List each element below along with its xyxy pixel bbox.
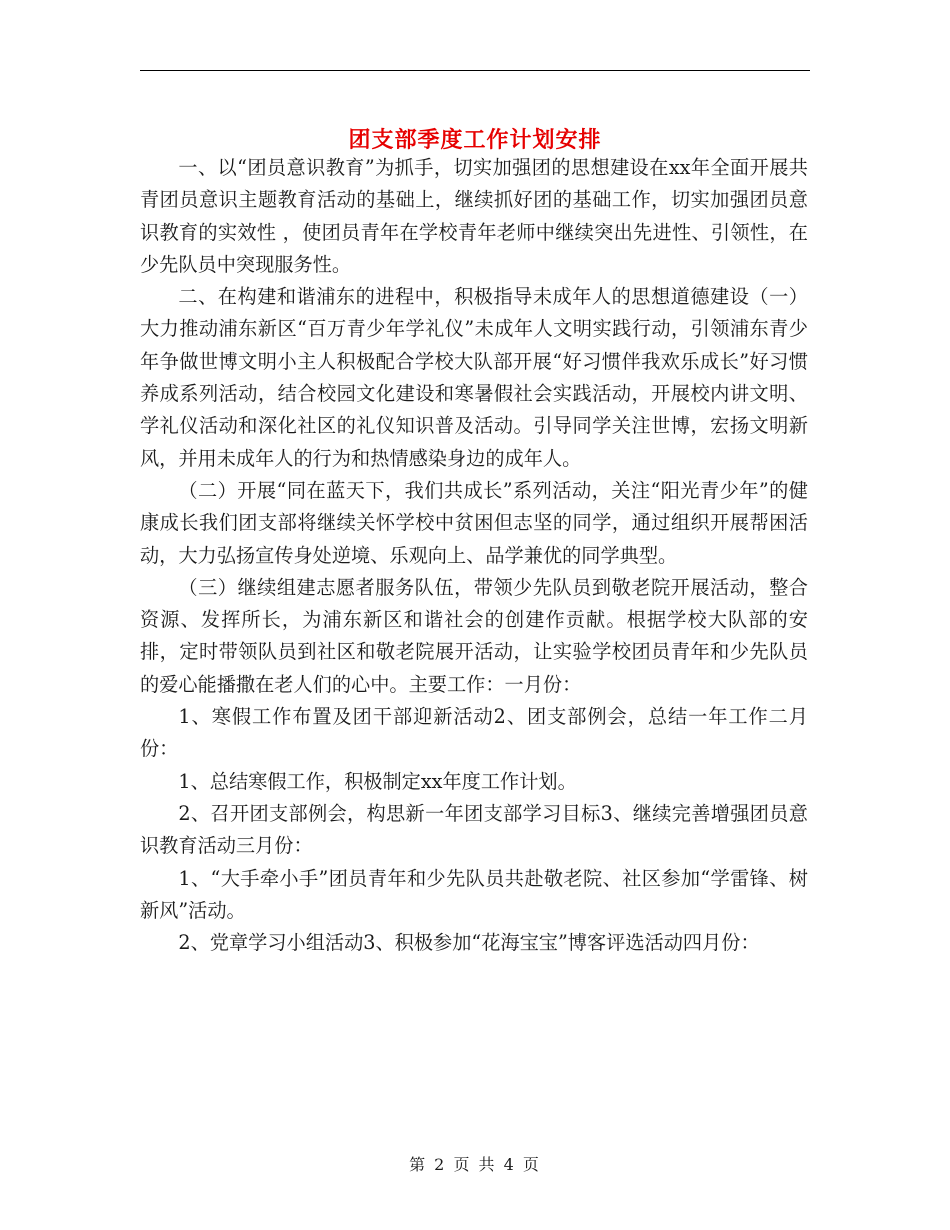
- paragraph-9: 2、党章学习小组活动3、积极参加“花海宝宝”博客评选活动四月份：: [178, 931, 760, 955]
- paragraph-2: 二、在构建和谐浦东的进程中，积极指导未成年人的思想道德建设（一）大力推动浦东新区“百万青少年学礼仪”未成年人文明实践行动，引领浦东青少年争做世博文明小主人积极配合学校大队部开展“好习惯伴我欢乐成长”好习惯养成系列活动，结合校园文化建设和寒暑假社会实践活动，开展校内讲文明、学礼仪活动和深化社区的礼仪知识普及活动。引导同学关注世博，宏扬文明新风，并用未成年人的行为和热情感染身边的成年人。: [140, 285, 808, 470]
- paragraph-6: 1、总结寒假工作，积极制定xx年度工作计划。: [178, 769, 577, 793]
- paragraph-7: 2、召开团支部例会，构思新一年团支部学习目标3、继续完善增强团员意识教育活动三月份：: [140, 801, 808, 858]
- document-body: [140, 152, 808, 959]
- paragraph-1: 一、以“团员意识教育”为抓手，切实加强团的思想建设在xx年全面开展共青团员意识主题教育活动的基础上，继续抓好团的基础工作，切实加强团员意识教育的实效性 ，使团员青年在学校青年老师中继续突出先进性、引领性，在少先队员中突现服务性。: [140, 156, 808, 276]
- header-rule: [140, 70, 810, 71]
- paragraph-4: （三）继续组建志愿者服务队伍，带领少先队员到敬老院开展活动，整合资源、发挥所长，为浦东新区和谐社会的创建作贡献。根据学校大队部的安排，定时带领队员到社区和敬老院展开活动，让实验学校团员青年和少先队员的爱心能播撒在老人们的心中。主要工作：一月份：: [140, 575, 808, 696]
- page-indicator: 第 2 页 共 4 页: [409, 1155, 541, 1174]
- document-title: 团支部季度工作计划安排: [348, 127, 602, 153]
- paragraph-3: （二）开展“同在蓝天下，我们共成长”系列活动，关注“阳光青少年”的健康成长我们团支部将继续关怀学校中贫困但志坚的同学，通过组织开展帮困活动，大力弘扬宣传身处逆境、乐观向上、品学兼优的同学典型。: [140, 478, 808, 567]
- paragraph-8: 1、“大手牵小手”团员青年和少先队员共赴敬老院、社区参加“学雷锋、树新风”活动。: [140, 866, 808, 922]
- paragraph-5: 1、寒假工作布置及团干部迎新活动2、团支部例会，总结一年工作二月份：: [140, 705, 808, 761]
